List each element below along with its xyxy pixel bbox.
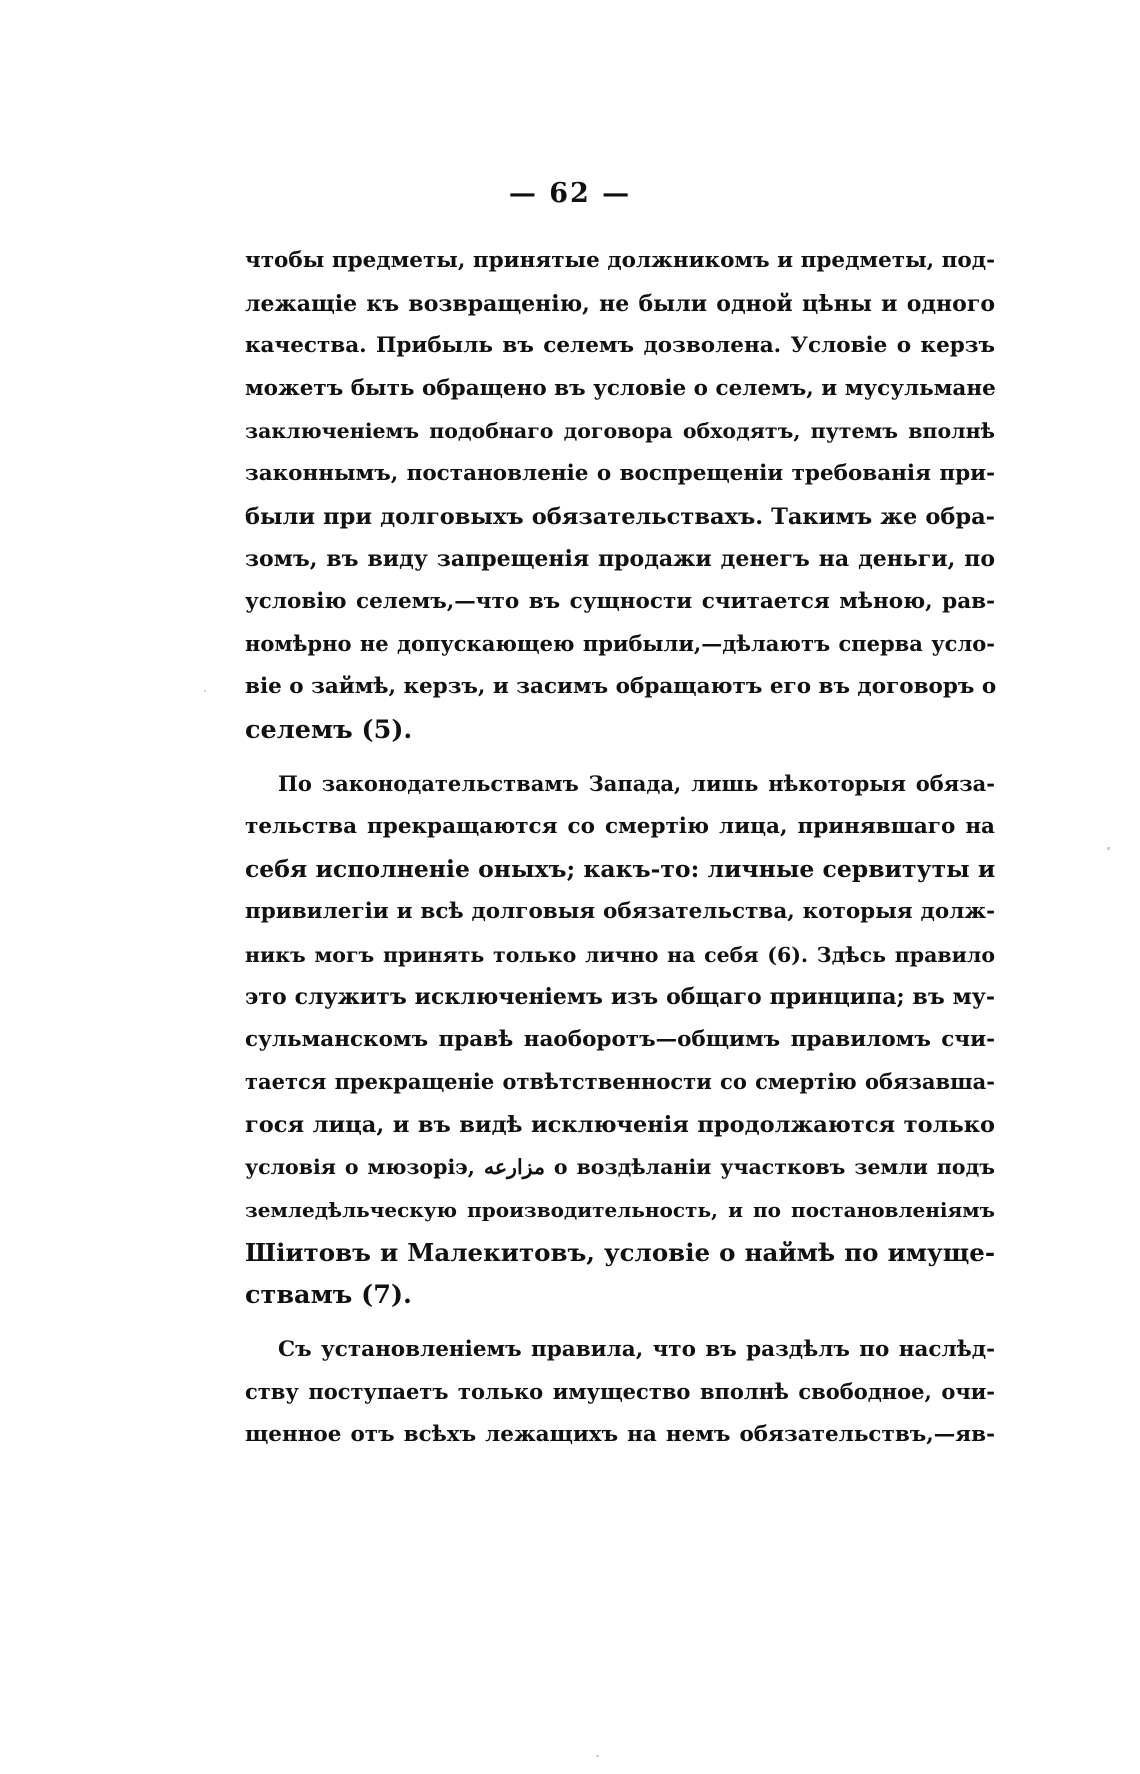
text-line: номѣрно не допускающею прибыли,—дѣлаютъ сперва усло- xyxy=(245,631,995,657)
paragraph-gap xyxy=(245,751,995,763)
text-line: условія о мюзоріэ, مزارعه о воздѣланіи участковъ земли подъ xyxy=(245,1155,995,1180)
text-line: никъ могъ принять только лично на себя (6). Здѣсь правило xyxy=(245,942,995,967)
scan-mark xyxy=(596,1755,599,1757)
text-line: зомъ, въ виду запрещенія продажи денегъ на деньги, по xyxy=(245,546,995,573)
scan-mark xyxy=(1107,847,1110,850)
text-line: ствамъ (7). xyxy=(245,1280,412,1311)
text-line: себя исполненіе оныхъ; какъ-то: личные сервитуты и xyxy=(245,855,996,884)
text-line: гося лица, и въ видѣ исключенія продолжаются только xyxy=(245,1111,995,1138)
text-line: По законодательствамъ Запада, лишь нѣкоторыя обяза- xyxy=(278,771,995,797)
text-line: лежащіе къ возвращенію, не были одной цѣны и одного xyxy=(245,290,995,317)
text-line: щенное отъ всѣхъ лежащихъ на немъ обязательствъ,—яв- xyxy=(245,1422,995,1448)
text-line: Шіитовъ и Малекитовъ, условіе о наймѣ по имуще- xyxy=(245,1237,995,1267)
text-line: были при долговыхъ обязательствахъ. Такимъ же обра- xyxy=(245,503,995,530)
text-line: привилегіи и всѣ долговыя обязательства, которыя долж- xyxy=(245,898,995,924)
text-line: можетъ быть обращено въ условіе о селемъ, и мусульмане xyxy=(245,375,996,401)
text-line: земледѣльческую производительность, и по постановленіямъ xyxy=(245,1198,995,1223)
text-line: условію селемъ,—что въ сущности считается мѣною, рав- xyxy=(245,588,995,614)
body-text xyxy=(245,240,995,1457)
paragraph-1 xyxy=(245,240,995,751)
paragraph-gap xyxy=(245,1317,995,1329)
text-line: Съ установленіемъ правила, что въ раздѣлъ по наслѣд- xyxy=(278,1336,995,1362)
paragraph-3 xyxy=(245,1329,995,1457)
text-line: тельства прекращаются со смертію лица, принявшаго на xyxy=(245,813,995,839)
page-number: — 62 — xyxy=(508,178,632,209)
text-line: селемъ (5). xyxy=(245,714,413,745)
text-line: это служитъ исключеніемъ изъ общаго принципа; въ му- xyxy=(245,984,995,1011)
text-line: ству поступаетъ только имущество вполнѣ свободное, очи- xyxy=(245,1379,995,1405)
text-line: качества. Прибыль въ селемъ дозволена. Условіе о керзъ xyxy=(245,333,995,359)
text-line: заключеніемъ подобнаго договора обходятъ, путемъ вполнѣ xyxy=(245,419,995,444)
text-line: тается прекращеніе отвѣтственности со смертію обязавша- xyxy=(245,1069,995,1095)
text-line: віе о займѣ, керзъ, и засимъ обращаютъ его въ договоръ о xyxy=(245,673,997,699)
text-line: чтобы предметы, принятые должникомъ и предметы, под- xyxy=(245,248,995,273)
paragraph-2 xyxy=(245,763,995,1317)
text-line: сульманскомъ правѣ наоборотъ—общимъ правиломъ счи- xyxy=(245,1026,995,1052)
scan-mark xyxy=(204,690,206,692)
text-line: законнымъ, постановленіе о воспрещеніи требованія при- xyxy=(245,460,995,486)
